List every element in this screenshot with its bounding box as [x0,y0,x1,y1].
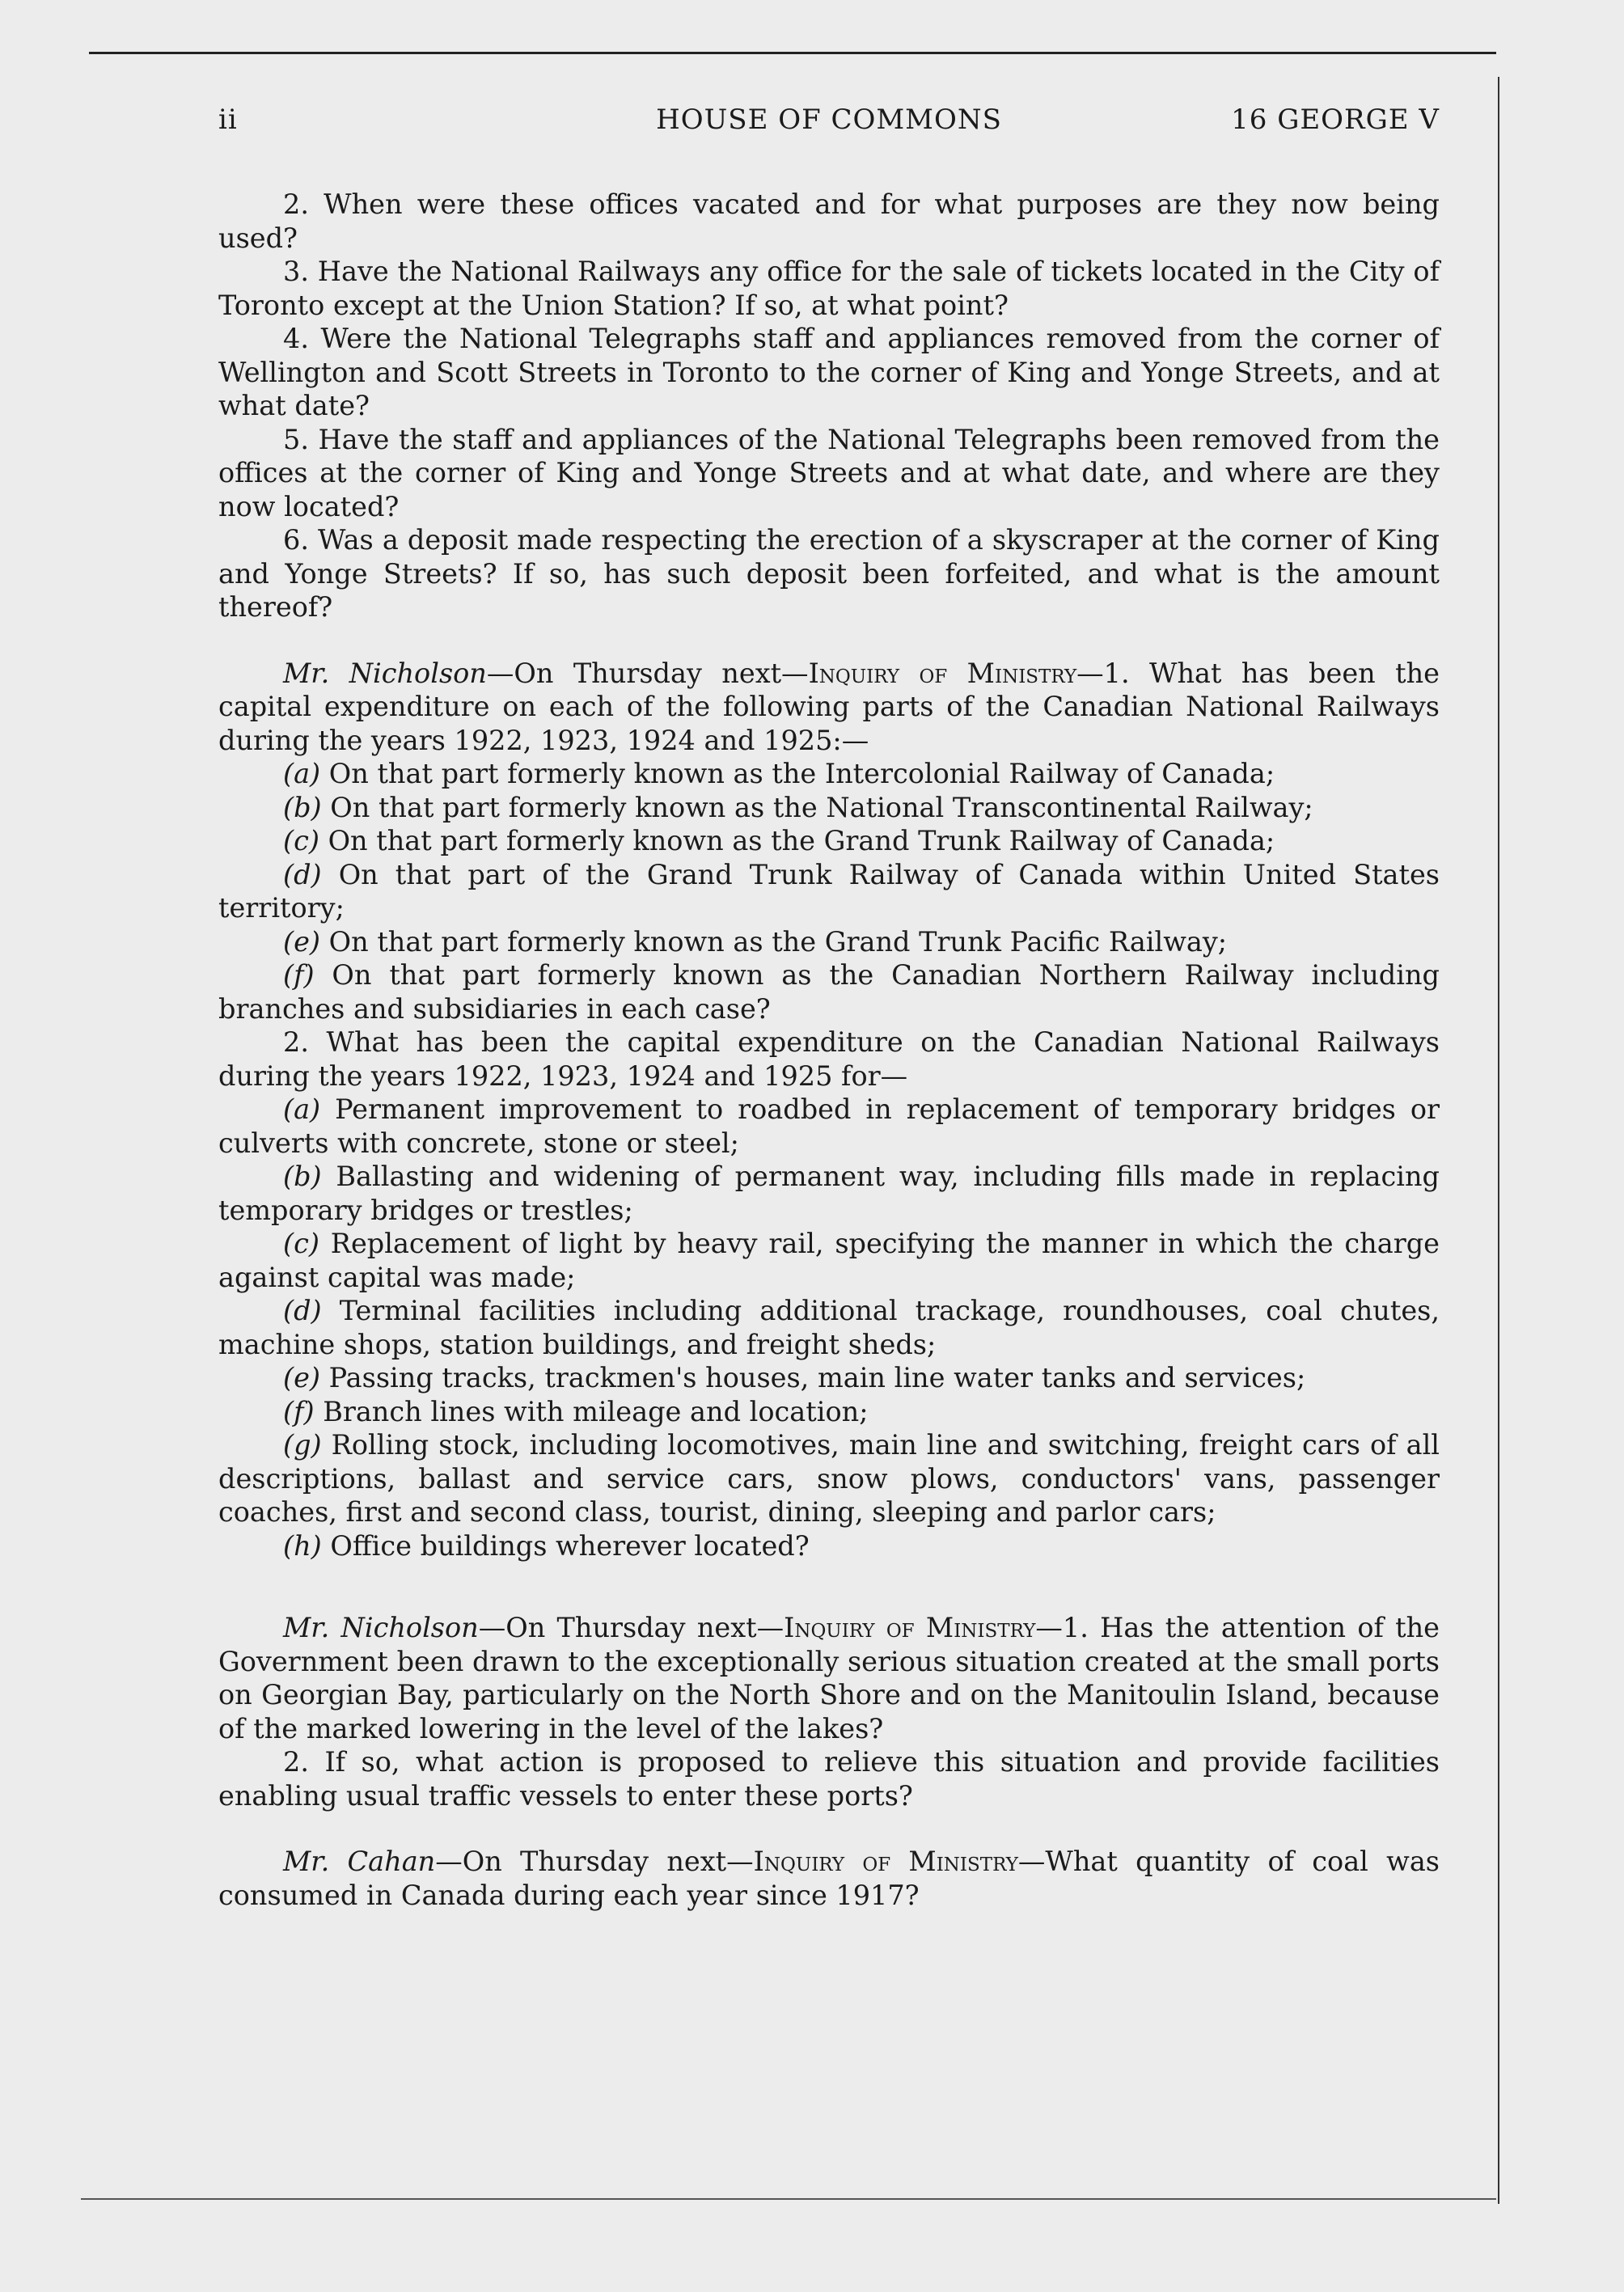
question-paragraph: 5. Have the staff and appliances of the National Telegraphs been removed from the offices at the corner of King and Yonge Streets and at what date, and where are they now located? [218,423,1440,522]
member-name: Mr. Nicholson [283,1612,479,1643]
list-item: (f) Branch lines with mileage and location; [283,1395,869,1427]
question-paragraph: 2. If so, what action is proposed to relieve this situation and provide facilities enabling usual traffic vessels to enter these ports? [218,1746,1440,1812]
question-paragraph: 4. Were the National Telegraphs staff and appliances removed from the corner of Wellington and Scott Streets in Toronto to the corner of King and Yonge Streets, and at what date? [218,323,1440,421]
member-name: Mr. Cahan [283,1846,436,1877]
top-rule [89,52,1496,54]
list-item: (a) On that part formerly known as the Intercolonial Railway of Canada; [283,758,1275,789]
notice-lead: —What quantity of coal was consumed in Canada during each year since 1917? [218,1846,1440,1911]
notice-lead: —1. What has been the capital expenditure on each of the following parts of the Canadian National Railways during the years 1922, 1923, 1924 and 1925:— [218,657,1440,756]
notice-intro: —On Thursday next— [435,1846,754,1877]
question-paragraph: 2. When were these offices vacated and for what purposes are they now being used? [218,188,1440,254]
body-text [218,188,1440,1912]
running-head [218,104,1440,146]
list-item: (d) Terminal facilities including additional trackage, roundhouses, coal chutes, machine shops, station buildings, and freight sheds; [218,1295,1440,1360]
list-item: (e) On that part formerly known as the Grand Trunk Pacific Railway; [283,925,1228,958]
notice-paragraph [218,657,1440,758]
notice-paragraph [218,1845,1440,1912]
list-item: (c) Replacement of light by heavy rail, specifying the manner in which the charge against capital was made; [218,1228,1440,1293]
notice-intro: —On Thursday next— [478,1612,785,1643]
right-rule [1498,77,1499,2204]
notice-type: Inquiry of Ministry [753,1846,1018,1877]
notice-type: Inquiry of Ministry [784,1612,1036,1643]
list-item: (d) On that part of the Grand Trunk Railway of Canada within United States territory; [218,858,1440,924]
list-item: (b) Ballasting and widening of permanent way, including fills made in replacing temporary bridges or trestles; [218,1161,1440,1226]
notice-type: Inquiry of Ministry [808,657,1077,689]
list-item: (e) Passing tracks, trackmen's houses, main line water tanks and services; [283,1362,1306,1393]
bottom-rule [81,2198,1496,2200]
list-item: (h) Office buildings wherever located? [283,1529,810,1562]
page-title: HOUSE OF COMMONS [656,104,1002,136]
page-number: ii [218,104,238,136]
list-item: (b) On that part formerly known as the National Transcontinental Railway; [283,791,1313,823]
notice-paragraph [218,1611,1440,1745]
member-name: Mr. Nicholson [283,657,487,689]
list-item: (a) Permanent improvement to roadbed in replacement of temporary bridges or culverts with concrete, stone or steel; [218,1093,1440,1159]
list-item: (g) Rolling stock, including locomotives, main line and switching, freight cars of all descriptions, ballast and service cars, snow plows, conductors' vans, passenger coaches, first and second class, tourist, dining, sleeping and parlor cars; [218,1429,1440,1528]
regnal-year: 16 GEORGE V [1231,104,1440,136]
notice-intro: —On Thursday next— [486,657,809,689]
question-paragraph: 2. What has been the capital expenditure on the Canadian National Railways during the years 1922, 1923, 1924 and 1925 for— [218,1026,1440,1092]
question-paragraph: 6. Was a deposit made respecting the erection of a skyscraper at the corner of King and Yonge Streets? If so, has such deposit been forfeited, and what is the amount thereof? [218,524,1440,623]
notice-lead: —1. Has the attention of the Government been drawn to the exceptionally serious situation created at the small ports on Georgian Bay, particularly on the North Shore and on the Manitoulin Island, because of the marked lowering in the level of the lakes? [218,1612,1440,1744]
list-item: (f) On that part formerly known as the Canadian Northern Railway including branches and subsidiaries in each case? [218,959,1440,1025]
list-item: (c) On that part formerly known as the Grand Trunk Railway of Canada; [283,825,1275,856]
question-paragraph: 3. Have the National Railways any office for the sale of tickets located in the City of Toronto except at the Union Station? If so, at what point? [218,256,1440,321]
